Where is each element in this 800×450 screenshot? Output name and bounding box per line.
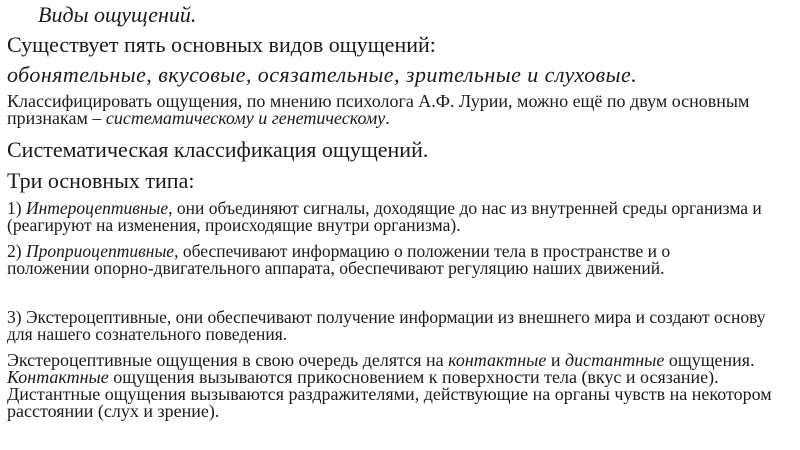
extero-text-3: ощущения. (664, 350, 755, 370)
item-2-description: , обеспечивают информацию о положении тела в пространстве и о положении опорно-двигательного аппарата, обеспечивают регуляцию наших движений. (7, 241, 671, 278)
item-2-term: Проприоцептивные (25, 241, 175, 261)
item-2 (7, 243, 752, 277)
extero-text-4: ощущения вызываются прикосновением к поверхности тела (вкус и осязание). Дистантные ощущения вызываются раздражителями, действующие на органы чувств на некотором расстоянии (слух и зрение). (7, 367, 772, 421)
item-1 (7, 200, 793, 234)
luria-text: Классифицировать ощущения, по мнению психолога А.Ф. Лурии, можно ещё по двум основным признакам – (7, 91, 750, 128)
intro-line: Существует пять основных видов ощущений: (7, 32, 436, 57)
extero-paragraph (7, 352, 793, 420)
systematic-heading: Систематическая классификация ощущений. (7, 137, 429, 162)
extero-text-2: и (546, 350, 565, 370)
extero-distant-term: дистантные (564, 350, 665, 370)
item-1-term: Интероцептивные (25, 198, 169, 218)
slide-title: Виды ощущений. (38, 2, 197, 27)
luria-paragraph (7, 93, 787, 127)
three-types-line: Три основных типа: (7, 168, 195, 193)
extero-text-1: Экстероцептивные ощущения в свою очередь делятся на (7, 350, 449, 370)
luria-criteria: систематическому и генетическому (105, 108, 386, 128)
luria-end: . (385, 108, 390, 128)
extero-contact-term: контактные (448, 350, 547, 370)
five-types-line: обонятельные, вкусовые, осязательные, зрительные и слуховые. (7, 62, 638, 87)
extero-contact-term-2: Контактные (7, 367, 109, 387)
item-3: 3) Экстероцептивные, они обеспечивают получение информации из внешнего мира и создают основу для нашего сознательного поведения. (7, 307, 766, 344)
item-1-number: 1) (7, 198, 26, 218)
item-1-description: , они объединяют сигналы, доходящие до нас из внутренней среды организма и (реагируют на изменения, происходящие внутри организма). (7, 198, 762, 235)
item-2-number: 2) (7, 241, 26, 261)
